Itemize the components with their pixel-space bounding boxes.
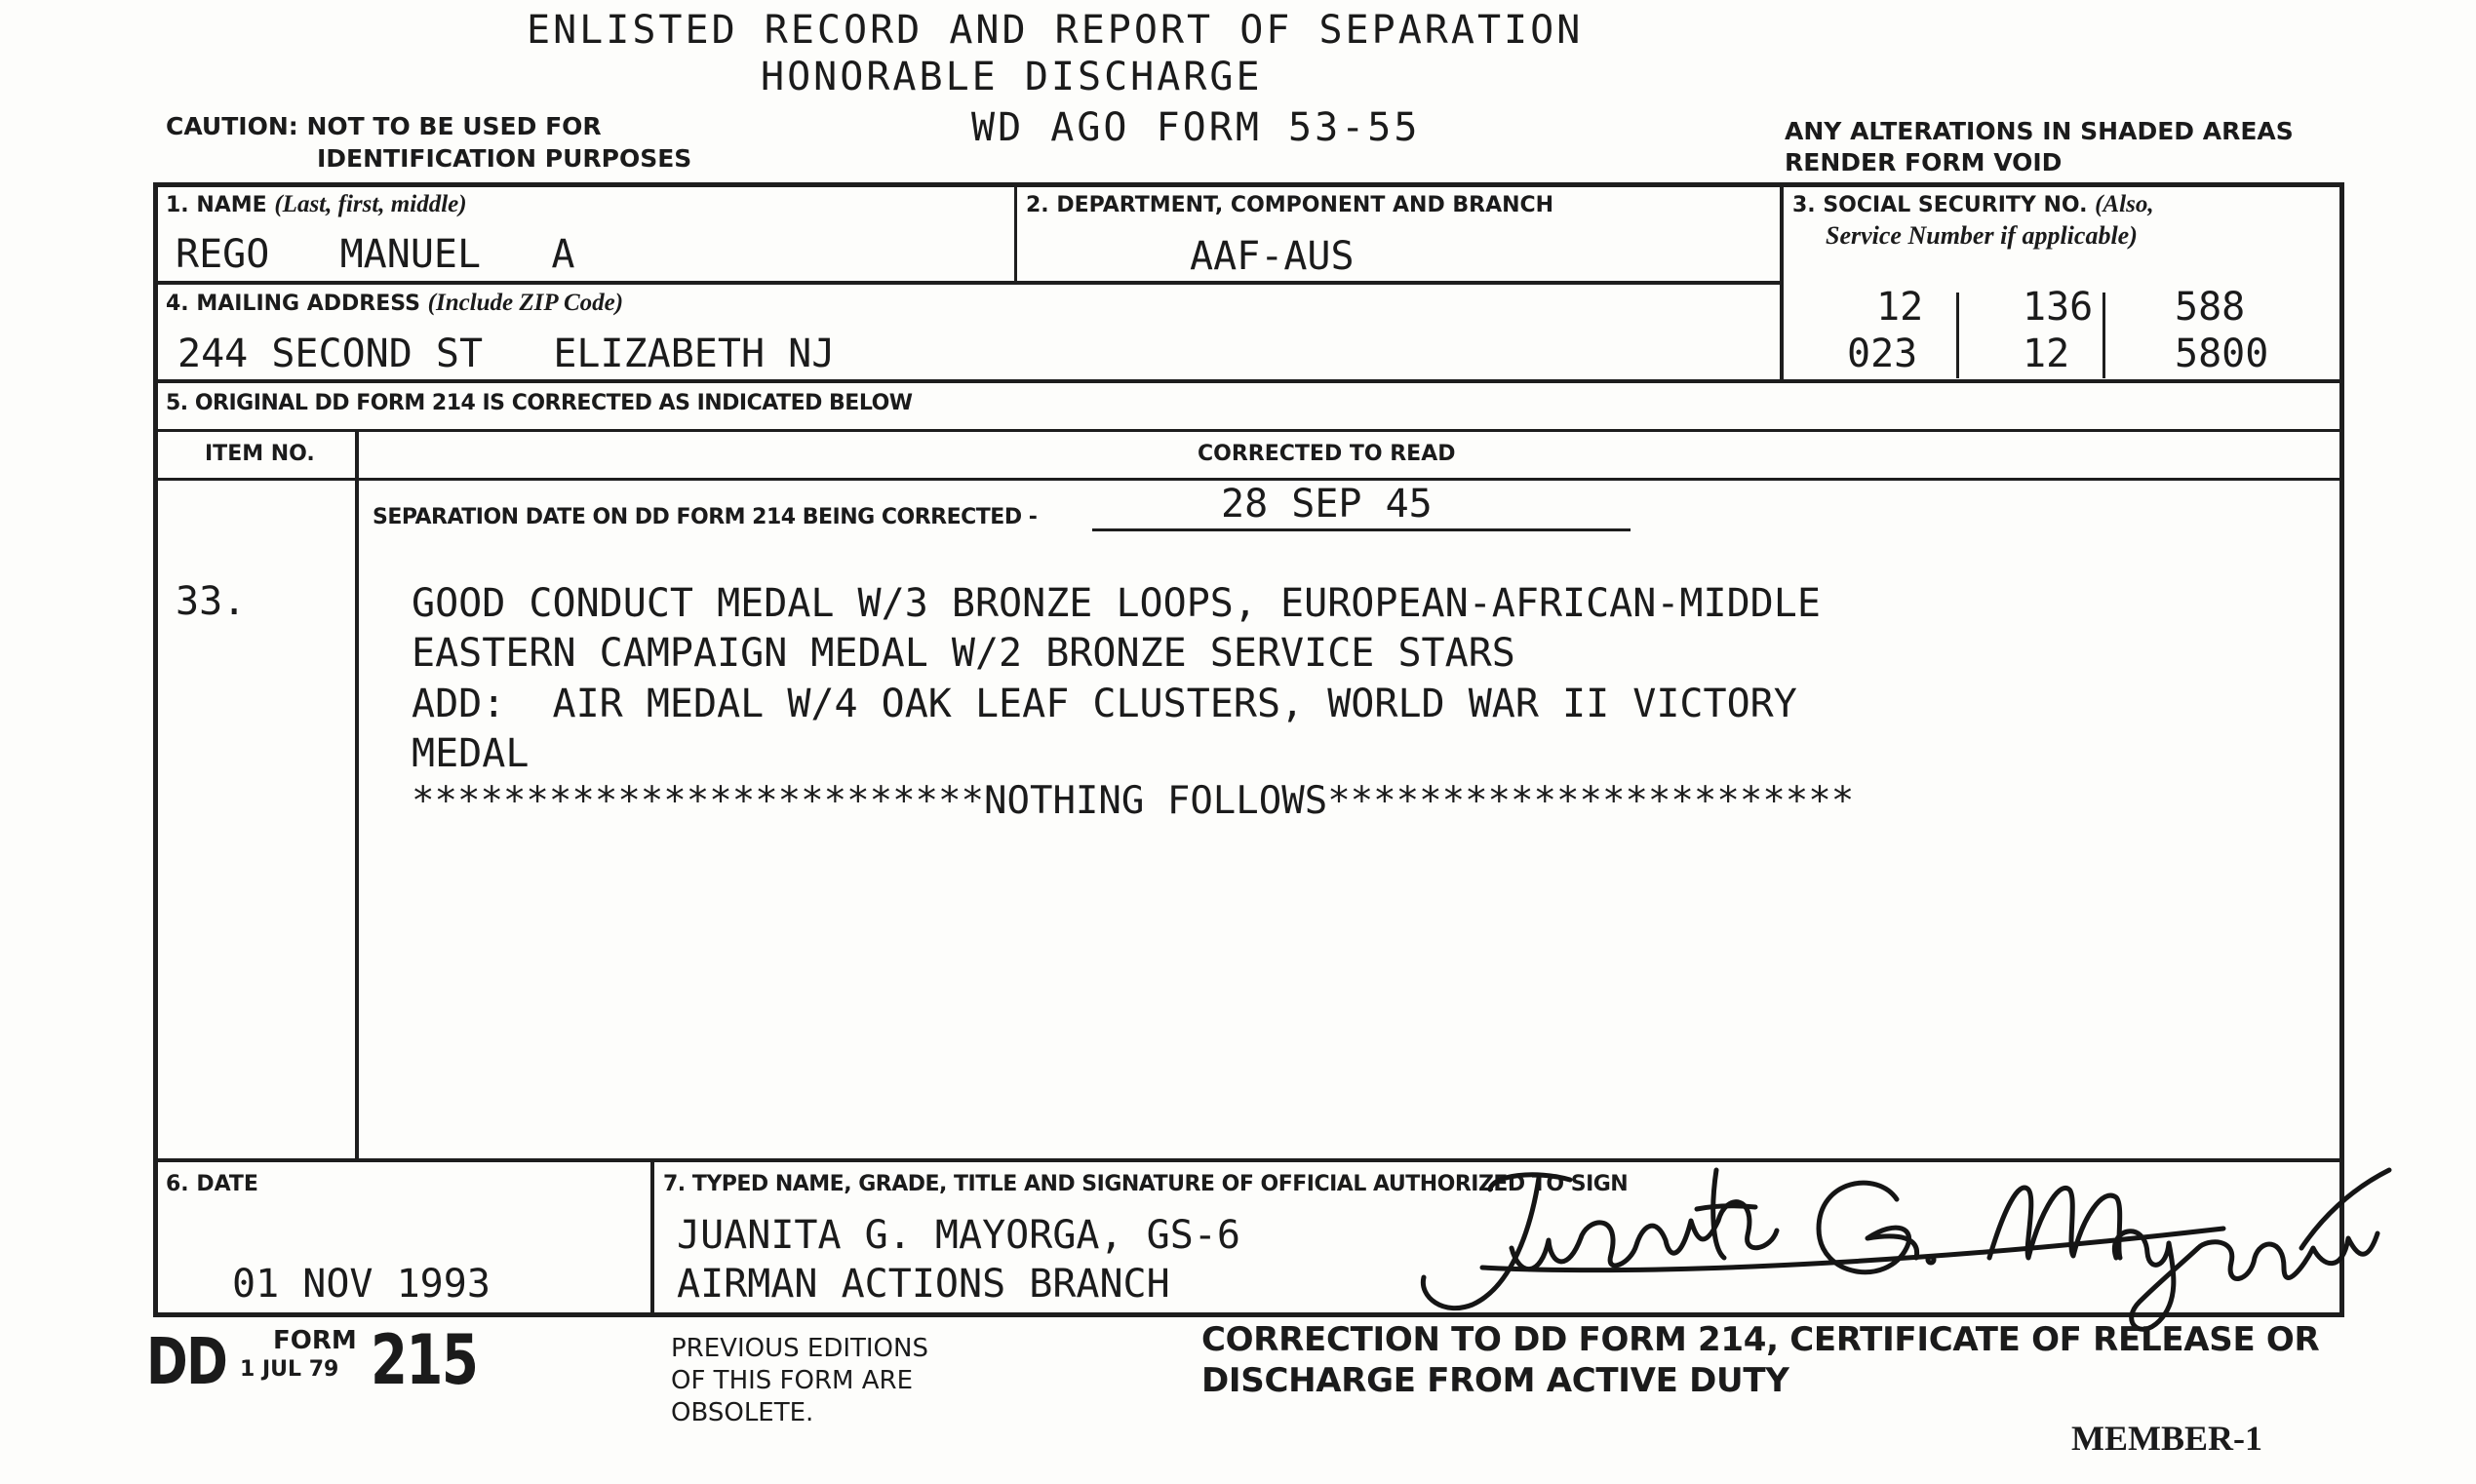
correction-line-1: GOOD CONDUCT MEDAL W/3 BRONZE LOOPS, EUROPEAN-AFRICAN-MIDDLE bbox=[412, 581, 1821, 626]
section5-label: 5. ORIGINAL DD FORM 214 IS CORRECTED AS INDICATED BELOW bbox=[166, 391, 913, 415]
correction-line-4: MEDAL bbox=[412, 731, 530, 776]
previous-editions-line-2: OF THIS FORM ARE bbox=[671, 1366, 914, 1395]
department-label: 2. DEPARTMENT, COMPONENT AND BRANCH bbox=[1026, 193, 1554, 217]
ssn-row2-part1: 023 bbox=[1847, 332, 1918, 376]
form-dd-mark: DD bbox=[146, 1324, 227, 1399]
corrected-header: CORRECTED TO READ bbox=[1198, 442, 1456, 466]
item-number: 33. bbox=[176, 579, 247, 624]
separation-date-label: SEPARATION DATE ON DD FORM 214 BEING CORRECTED - bbox=[373, 505, 1038, 529]
caution-line-1: CAUTION: NOT TO BE USED FOR bbox=[166, 112, 602, 140]
ssn-row1-part2: 136 bbox=[2023, 285, 2094, 330]
nothing-follows-line: *************************NOTHING FOLLOWS*********************** bbox=[412, 779, 1855, 823]
department-value: AAF-AUS bbox=[1190, 234, 1355, 279]
ssn-label-note-2: Service Number if applicable) bbox=[1826, 221, 2138, 250]
form-reference: WD AGO FORM 53-55 bbox=[971, 105, 1421, 150]
form-edition-date: 1 JUL 79 bbox=[240, 1357, 339, 1382]
form-title: ENLISTED RECORD AND REPORT OF SEPARATION bbox=[527, 8, 1584, 53]
name-label bbox=[166, 191, 467, 218]
form-word: FORM bbox=[273, 1326, 357, 1355]
ssn-row2-part3: 5800 bbox=[2175, 332, 2269, 376]
address-label bbox=[166, 290, 623, 317]
ssn-label-note: (Also, bbox=[2095, 191, 2154, 217]
address-value: 244 SECOND ST ELIZABETH NJ bbox=[177, 332, 836, 376]
address-label-number: 4. MAILING ADDRESS bbox=[166, 292, 420, 316]
item-no-header: ITEM NO. bbox=[205, 442, 315, 466]
address-label-note: (Include ZIP Code) bbox=[427, 290, 624, 316]
official-label: 7. TYPED NAME, GRADE, TITLE AND SIGNATURE OF OFFICIAL AUTHORIZED TO SIGN bbox=[663, 1172, 1629, 1196]
date-label: 6. DATE bbox=[166, 1172, 258, 1196]
alteration-line-1: ANY ALTERATIONS IN SHADED AREAS bbox=[1785, 117, 2294, 145]
official-name: JUANITA G. MAYORGA, GS-6 bbox=[677, 1213, 1240, 1258]
copy-designation: MEMBER-1 bbox=[2071, 1419, 2262, 1458]
caution-line-2: IDENTIFICATION PURPOSES bbox=[317, 144, 692, 173]
date-value: 01 NOV 1993 bbox=[232, 1262, 491, 1307]
alteration-line-2: RENDER FORM VOID bbox=[1785, 148, 2063, 176]
ssn-row2-part2: 12 bbox=[2023, 332, 2070, 376]
form-title-line-2: DISCHARGE FROM ACTIVE DUTY bbox=[1201, 1361, 1789, 1400]
official-signature bbox=[1365, 1112, 2399, 1346]
previous-editions-line-3: OBSOLETE. bbox=[671, 1398, 814, 1427]
form-number: 215 bbox=[371, 1320, 478, 1400]
name-value: REGO MANUEL A bbox=[176, 232, 575, 277]
ssn-label-number: 3. SOCIAL SECURITY NO. bbox=[1792, 193, 2088, 217]
correction-line-2: EASTERN CAMPAIGN MEDAL W/2 BRONZE SERVICE STARS bbox=[412, 631, 1515, 676]
form-subtitle: HONORABLE DISCHARGE bbox=[761, 55, 1263, 99]
name-label-number: 1. NAME bbox=[166, 193, 267, 217]
separation-date-value: 28 SEP 45 bbox=[1221, 482, 1433, 527]
form-title-line-1: CORRECTION TO DD FORM 214, CERTIFICATE OF RELEASE OR bbox=[1201, 1320, 2320, 1359]
ssn-row1-part1: 12 bbox=[1876, 285, 1924, 330]
ssn-label bbox=[1792, 191, 2154, 218]
correction-line-3: ADD: AIR MEDAL W/4 OAK LEAF CLUSTERS, WORLD WAR II VICTORY bbox=[412, 682, 1797, 726]
previous-editions-line-1: PREVIOUS EDITIONS bbox=[671, 1334, 928, 1363]
name-label-note: (Last, first, middle) bbox=[274, 191, 467, 217]
ssn-row1-part3: 588 bbox=[2175, 285, 2246, 330]
official-branch: AIRMAN ACTIONS BRANCH bbox=[677, 1262, 1170, 1307]
